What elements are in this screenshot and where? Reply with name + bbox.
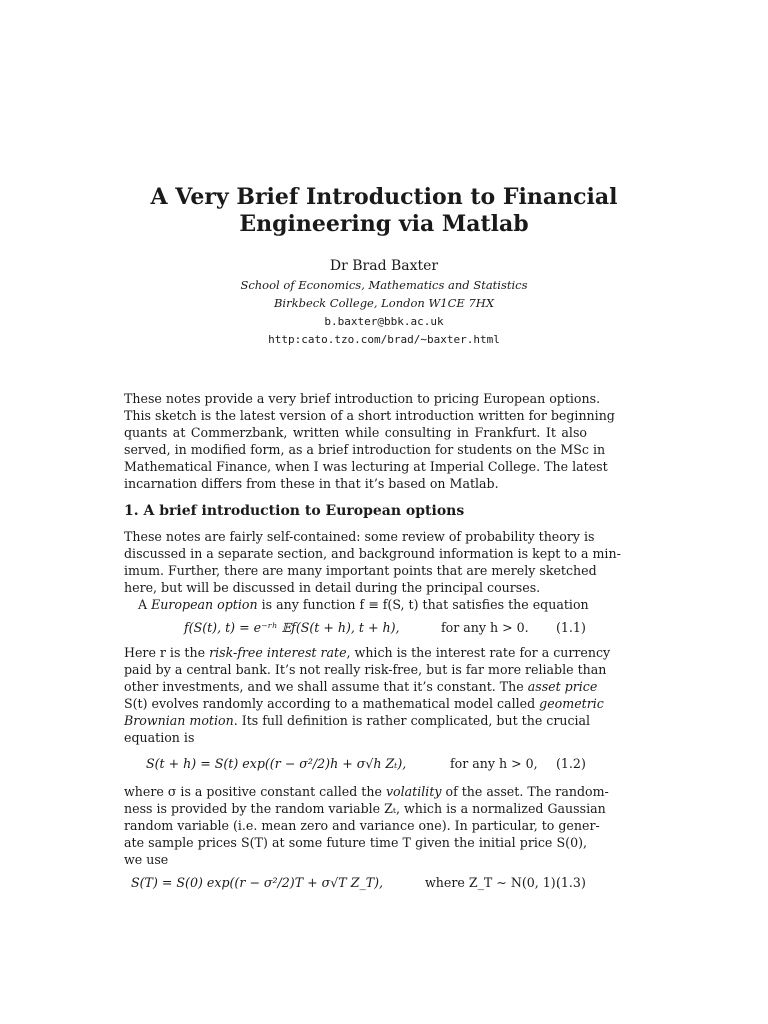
title-line-2: Engineering via Matlab [239, 211, 529, 237]
equation-1: f(S(t), t) = e⁻ʳʰ 𝔼f(S(t + h), t + h), [184, 620, 400, 635]
paragraph-line [124, 596, 587, 613]
affiliation-college: Birkbeck College, London W1CE 7HX [273, 296, 495, 310]
term-geometric: geometric [539, 696, 604, 711]
paragraph-line [124, 644, 611, 661]
term-brownian-motion: Brownian motion [124, 713, 234, 728]
equation-3-number: (1.3) [556, 875, 586, 890]
equation-1-condition: for any h > 0. [441, 620, 529, 635]
abstract-line: served, in modified form, as a brief introduction for students on the MSc in [124, 442, 606, 457]
equation-2-condition: for any h > 0, [450, 756, 538, 771]
paragraph-intro [124, 528, 621, 613]
equation-2-number: (1.2) [556, 756, 586, 771]
text-run: Here r is the [124, 645, 210, 660]
abstract-line: Mathematical Finance, when I was lecturing at Imperial College. The latest [124, 459, 608, 474]
abstract-line: quants at Commerzbank, written while consulting in Frankfurt. It also [124, 425, 587, 440]
paragraph-volatility [124, 783, 609, 868]
paragraph-line [124, 783, 609, 800]
abstract [124, 390, 615, 492]
equation-2: S(t + h) = S(t) exp((r − σ²/2)h + σ√h Zₜ), [146, 756, 407, 771]
paragraph-line: ate sample prices S(T) at some future time T given the initial price S(0), [124, 835, 587, 850]
paper-title [0, 184, 768, 238]
paragraph-line: here, but will be discussed in detail during the principal courses. [124, 580, 541, 595]
paragraph-line [124, 678, 598, 695]
abstract-line: These notes provide a very brief introduction to pricing European options. [124, 391, 601, 406]
term-risk-free-rate: risk-free interest rate [209, 645, 347, 660]
title-line-1: A Very Brief Introduction to Financial [150, 184, 618, 210]
term-volatility: volatility [385, 784, 442, 799]
section-heading: 1. A brief introduction to European options [124, 503, 465, 519]
paragraph-line: discussed in a separate section, and background information is kept to a min- [124, 546, 621, 561]
author-url[interactable]: http:cato.tzo.com/brad/∼baxter.html [268, 333, 500, 346]
paragraph-line: we use [124, 852, 169, 867]
affiliation-school: School of Economics, Mathematics and Statistics [240, 278, 528, 292]
text-run: other investments, and we shall assume that it’s constant. The [124, 679, 528, 694]
text-run: is any function f ≡ f(S, t) that satisfies the equation [257, 597, 589, 612]
paragraph-line: equation is [124, 730, 195, 745]
text-run: where σ is a positive constant called the [124, 784, 386, 799]
abstract-line: This sketch is the latest version of a short introduction written for beginning [124, 408, 615, 423]
term-european-option: European option [151, 597, 258, 612]
text-run: A [138, 597, 152, 612]
paragraph-line: random variable (i.e. mean zero and variance one). In particular, to gener- [124, 818, 600, 833]
text-run: . Its full definition is rather complicated, but the crucial [233, 713, 591, 728]
author-email[interactable]: b.baxter@bbk.ac.uk [324, 315, 444, 328]
paragraph-line: These notes are fairly self-contained: some review of probability theory is [124, 529, 595, 544]
paragraph-line [124, 695, 604, 712]
equation-1-number: (1.1) [556, 620, 586, 635]
paragraph-line: imum. Further, there are many important points that are merely sketched [124, 563, 597, 578]
abstract-line: incarnation differs from these in that it’s based on Matlab. [124, 476, 499, 491]
paragraph-interest [124, 644, 611, 746]
paragraph-line: ness is provided by the random variable Zₜ, which is a normalized Gaussian [124, 801, 606, 816]
text-run: S(t) evolves randomly according to a mathematical model called [124, 696, 540, 711]
paragraph-line: paid by a central bank. It’s not really risk-free, but is far more reliable than [124, 662, 607, 677]
term-asset-price: asset price [527, 679, 598, 694]
author-name: Dr Brad Baxter [329, 258, 439, 274]
paragraph-line [124, 712, 591, 729]
text-run: , which is the interest rate for a currency [346, 645, 611, 660]
equation-3-condition: where Z_T ∼ N(0, 1). [425, 875, 560, 890]
equation-3: S(T) = S(0) exp((r − σ²/2)T + σ√T Z_T), [131, 875, 384, 890]
text-run: of the asset. The random- [441, 784, 609, 799]
